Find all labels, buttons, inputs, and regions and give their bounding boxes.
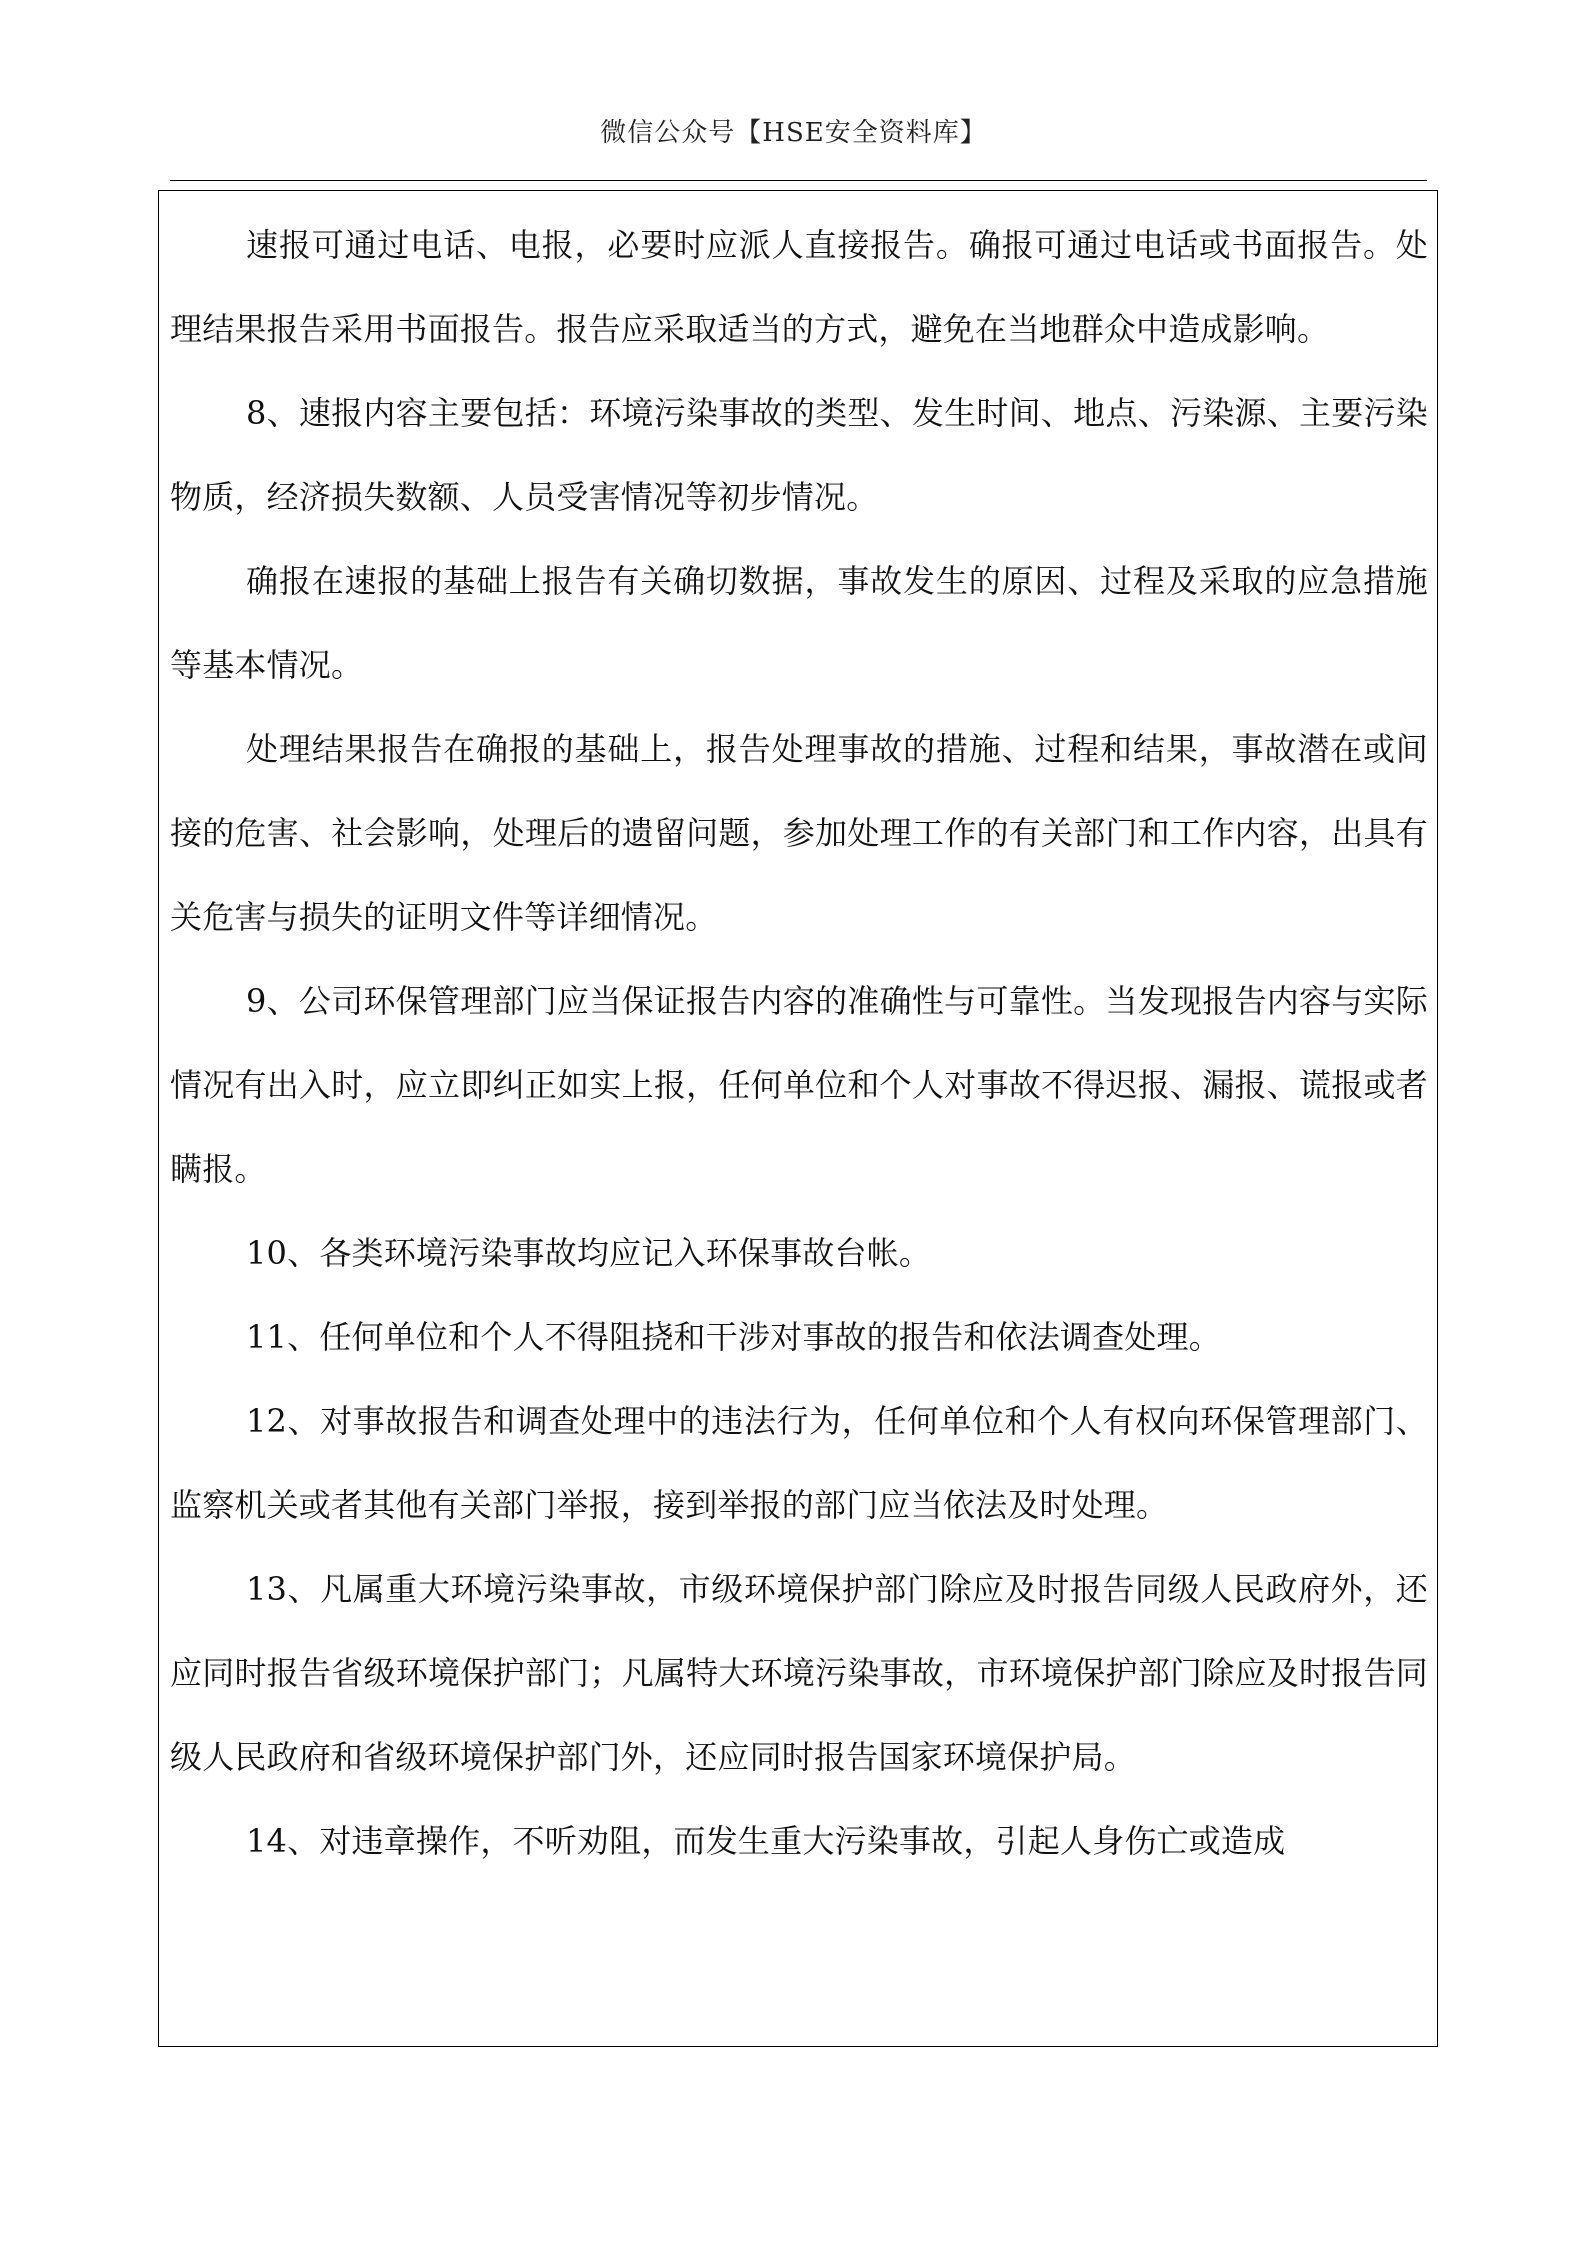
paragraph-confirm-report: 确报在速报的基础上报告有关确切数据，事故发生的原因、过程及采取的应急措施等基本情况。 — [170, 562, 1428, 684]
paragraph-item-13: 13、凡属重大环境污染事故，市级环境保护部门除应及时报告同级人民政府外，还应同时报告省级环境保护部门；凡属特大环境污染事故，市环境保护部门除应及时报告同级人民政府和省级环境保护部门外，还应同时报告国家环境保护局。 — [170, 1570, 1428, 1776]
paragraph-report-methods: 速报可通过电话、电报，必要时应派人直接报告。确报可通过电话或书面报告。处理结果报告采用书面报告。报告应采取适当的方式，避免在当地群众中造成影响。 — [170, 226, 1428, 348]
paragraph-result-report: 处理结果报告在确报的基础上，报告处理事故的措施、过程和结果，事故潜在或间接的危害、社会影响，处理后的遗留问题，参加处理工作的有关部门和工作内容，出具有关危害与损失的证明文件等详细情况。 — [170, 730, 1428, 936]
paragraph-item-9: 9、公司环保管理部门应当保证报告内容的准确性与可靠性。当发现报告内容与实际情况有出入时，应立即纠正如实上报，任何单位和个人对事故不得迟报、漏报、谎报或者瞒报。 — [170, 982, 1428, 1188]
header-divider — [170, 180, 1427, 181]
page-header: 微信公众号【HSE安全资料库】 — [600, 118, 987, 148]
paragraph-item-10: 10、各类环境污染事故均应记入环保事故台帐。 — [246, 1234, 932, 1272]
paragraph-item-14: 14、对违章操作，不听劝阻，而发生重大污染事故，引起人身伤亡或造成 — [246, 1822, 1286, 1860]
paragraph-item-11: 11、任何单位和个人不得阻挠和干涉对事故的报告和依法调查处理。 — [246, 1318, 1221, 1356]
document-body — [170, 203, 1428, 1883]
paragraph-item-12: 12、对事故报告和调查处理中的违法行为，任何单位和个人有权向环保管理部门、监察机关或者其他有关部门举报，接到举报的部门应当依法及时处理。 — [170, 1402, 1428, 1524]
paragraph-item-8: 8、速报内容主要包括：环境污染事故的类型、发生时间、地点、污染源、主要污染物质，经济损失数额、人员受害情况等初步情况。 — [170, 394, 1428, 516]
